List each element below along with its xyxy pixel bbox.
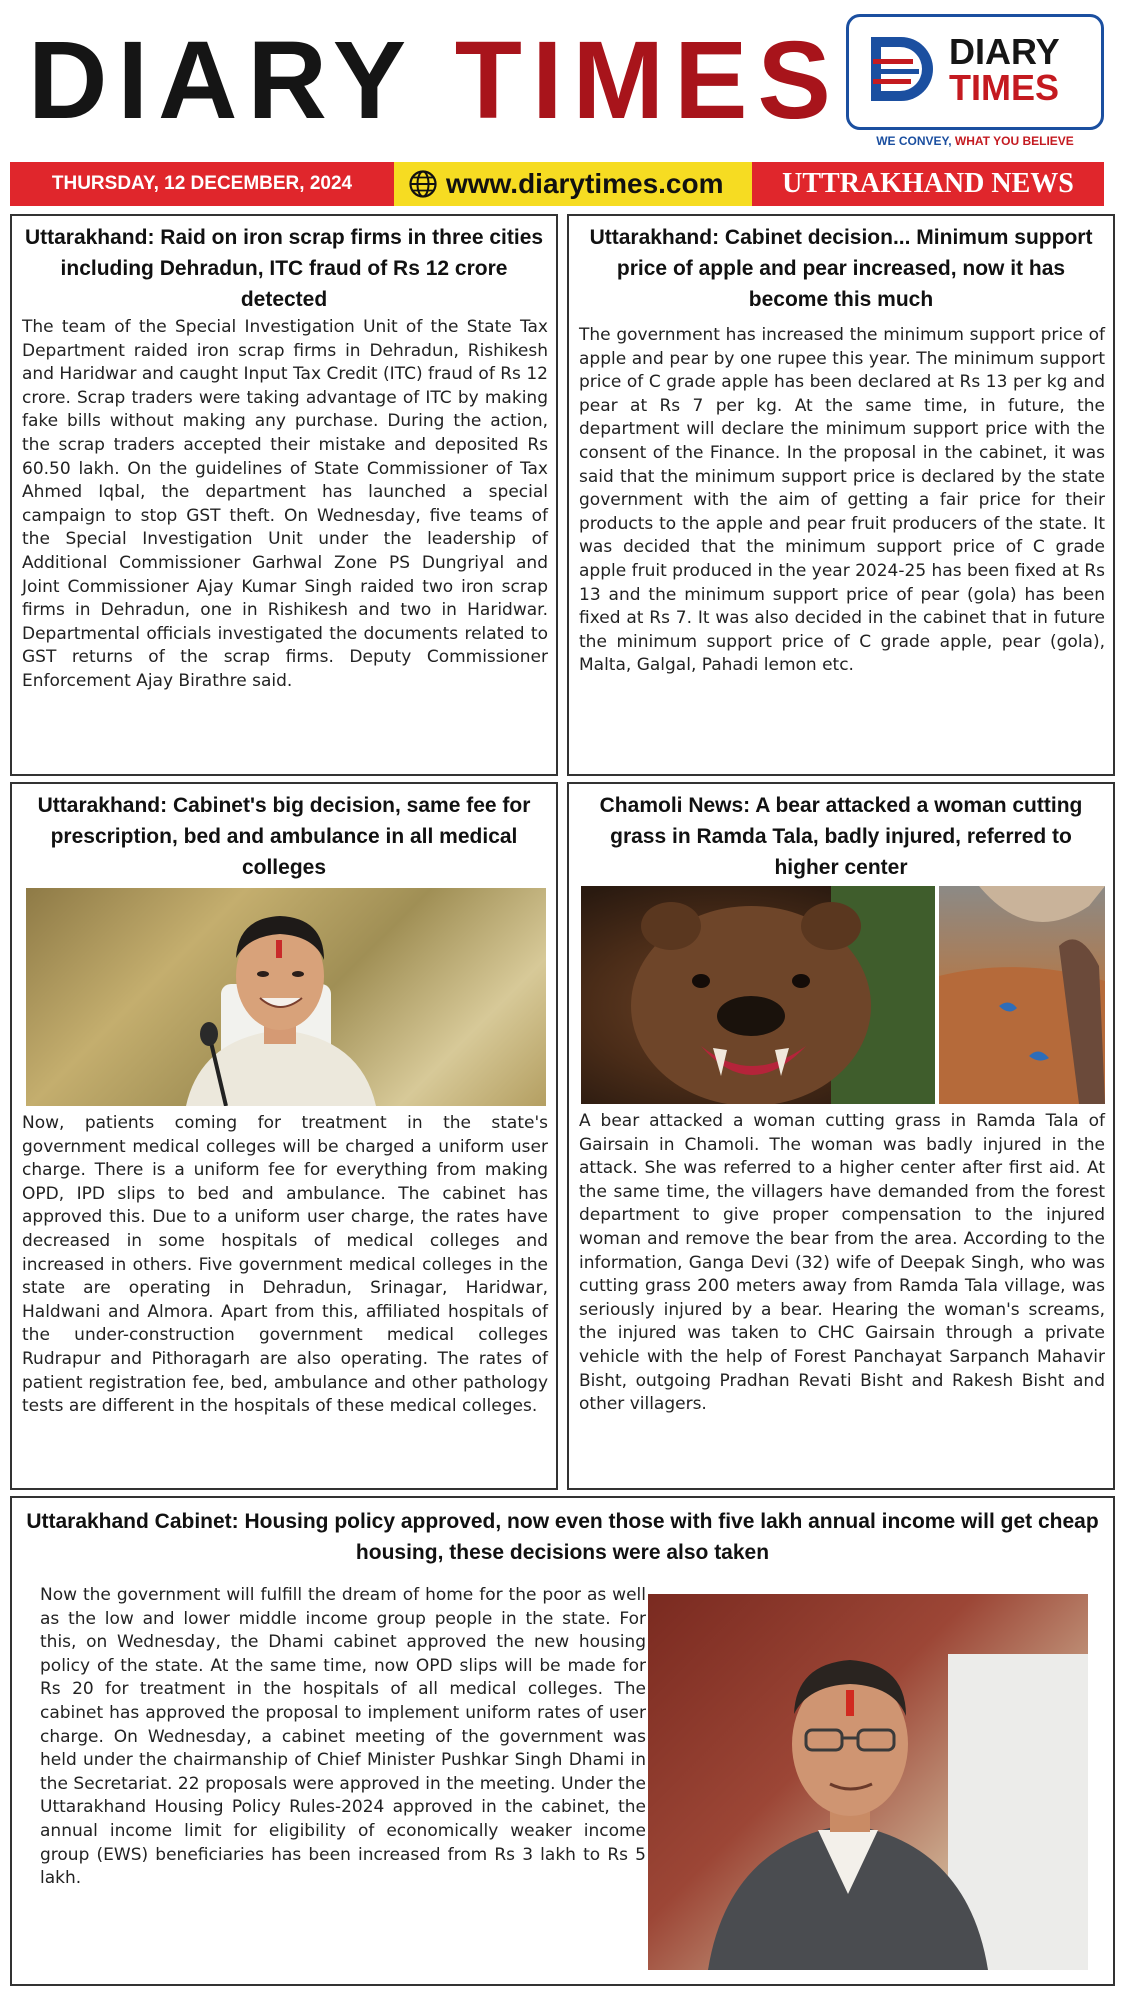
logo-word-diary: DIARY bbox=[949, 31, 1060, 72]
article-headline: Chamoli News: A bear attacked a woman cutting grass in Ramda Tala, badly injured, referred to higher center bbox=[599, 794, 1083, 879]
logo-word-times: TIMES bbox=[949, 67, 1060, 108]
article-body: Now the government will fulfill the dream of home for the poor as well as the low and lower middle income group people in the state. For this, on Wednesday, the Dhami cabinet approved the new housing policy of the state. At the same time, now OPD slips will be made for Rs 20 for treatment in the hospitals of all medical colleges. The cabinet has approved the proposal to implement uniform rates of user charge. On Wednesday, a cabinet meeting of the government was held under the chairmanship of Chief Minister Pushkar Singh Dhami in the Secretariat. 22 proposals were approved in the meeting. Under the Uttarakhand Housing Policy Rules-2024 approved in the cabinet, the annual income limit for eligibility of economically weaker income group (EWS) beneficiaries has been increased from Rs 3 lakh to Rs 5 lakh. bbox=[40, 1585, 646, 1889]
bear-photo bbox=[581, 886, 935, 1104]
portrait-illustration bbox=[26, 888, 546, 1106]
masthead bbox=[0, 0, 1125, 160]
tagline-part2: WHAT YOU BELIEVE bbox=[954, 134, 1074, 148]
title-word-diary: DIARY bbox=[28, 19, 415, 142]
logo-tagline bbox=[846, 134, 1104, 148]
newspaper-title bbox=[28, 6, 841, 156]
article-body: Now, patients coming for treatment in the state's government medical colleges will be charged a uniform user charge. There is a uniform fee for everything from making OPD, IPD slips to bed and ambulance. The cabinet has approved this. Due to a uniform user charge, the rates have decreased in some hospitals of medical colleges and increased in others. Five government medical colleges in the state are operating in Dehradun, Srinagar, Haridwar, Haldwani and Almora. Apart from this, affiliated hospitals of the under-construction government medical colleges Rudrapur and Pithoragarh are also operating. The rates of patient registration fee, bed, ambulance and other pathology tests are different in the hospitals of these medical colleges. bbox=[22, 1113, 548, 1417]
article-headline: Uttarakhand: Cabinet decision... Minimum support price of apple and pear increased, now it has become this much bbox=[589, 226, 1093, 311]
issue-date: THURSDAY, 12 DECEMBER, 2024 bbox=[10, 162, 394, 206]
article-medical-college-fees bbox=[10, 782, 558, 1490]
article-headline: Uttarakhand: Raid on iron scrap firms in three cities including Dehradun, ITC fraud of Rs 12 crore detected bbox=[24, 226, 544, 311]
tagline-part1: WE CONVEY, bbox=[876, 134, 952, 148]
date-bar bbox=[10, 162, 1104, 206]
article-headline: Uttarakhand Cabinet: Housing policy approved, now even those with five lakh annual income will get cheap housing, these decisions were also taken bbox=[26, 1510, 1099, 1564]
article-iron-scrap-raid bbox=[10, 214, 558, 776]
article-bear-attack bbox=[567, 782, 1115, 1490]
chief-minister-photo bbox=[26, 888, 546, 1106]
minister-illustration bbox=[648, 1594, 1088, 1970]
bear-illustration bbox=[581, 886, 935, 1104]
injured-woman-illustration bbox=[939, 886, 1105, 1104]
article-body: The government has increased the minimum support price of apple and pear by one rupee this year. The minimum support price of C grade apple has been declared at Rs 13 per kg and pear at Rs 7 per kg. At the same time, in future, the department will declare the minimum support price with the consent of the Finance. In the proposal in the cabinet, it was said that the minimum support price is declared by the state government with the aim of getting a fair price for their products to the apple and pear fruit producers of the state. It was decided that the minimum support price of C grade apple fruit produced in the year 2024-25 has been fixed at Rs 13 and the minimum support price of pear (gola) has been fixed at Rs 7. It was also decided in the cabinet that in future the minimum support price of C grade apple, pear (gola), Malta, Galgal, Pahadi lemon etc. bbox=[579, 325, 1105, 676]
article-body: A bear attacked a woman cutting grass in Ramda Tala of Gairsain in Chamoli. The woman was badly injured in the attack. She was referred to a higher center after first aid. At the same time, the villagers have demanded from the forest department to give proper compensation to the injured woman and remove the bear from the area. According to the information, Ganga Devi (32) wife of Deepak Singh, who was cutting grass 200 meters away from Ramda Tala village, was seriously injured by a bear. Hearing the woman's screams, the injured was taken to CHC Gairsain through a private vehicle with the help of Forest Panchayat Sarpanch Mahavir Bisht, outgoing Pradhan Revati Bisht and Rakesh Bisht and other villagers. bbox=[579, 1111, 1105, 1415]
article-body: The team of the Special Investigation Unit of the State Tax Department raided iron scrap firms in Dehradun, Rishikesh and Haridwar and caught Input Tax Credit (ITC) fraud of Rs 12 crore. Scrap traders were taking advantage of ITC by making fake bills without making any purchase. During the action, the scrap traders accepted their mistake and deposited Rs 60.50 lakh. On the guidelines of State Commissioner of Tax Ahmed Iqbal, the department has launched a special campaign to stop GST theft. On Wednesday, five teams of the Special Investigation Unit under the leadership of Additional Commissioner Garhwal Zone PS Dungriyal and Joint Commissioner Ajay Kumar Singh raided two iron scrap firms in Dehradun, one in Rishikesh and two in Haridwar. Departmental officials investigated the documents related to GST returns of the scrap firms. Deputy Commissioner Enforcement Ajay Birathre said. bbox=[22, 317, 548, 691]
website-url[interactable]: www.diarytimes.com bbox=[446, 168, 724, 199]
title-word-times: TIMES bbox=[454, 19, 841, 142]
website-link[interactable] bbox=[394, 162, 752, 206]
logo-d-mark-icon bbox=[863, 29, 943, 109]
chief-minister-seated-photo bbox=[648, 1594, 1088, 1970]
diary-times-logo bbox=[846, 14, 1104, 130]
article-housing-policy bbox=[10, 1496, 1115, 1986]
article-apple-pear-msp bbox=[567, 214, 1115, 776]
section-label: UTTRAKHAND NEWS bbox=[752, 162, 1104, 206]
globe-icon bbox=[408, 169, 438, 199]
injured-woman-photo bbox=[939, 886, 1105, 1104]
article-headline: Uttarakhand: Cabinet's big decision, same fee for prescription, bed and ambulance in all medical colleges bbox=[37, 794, 531, 879]
